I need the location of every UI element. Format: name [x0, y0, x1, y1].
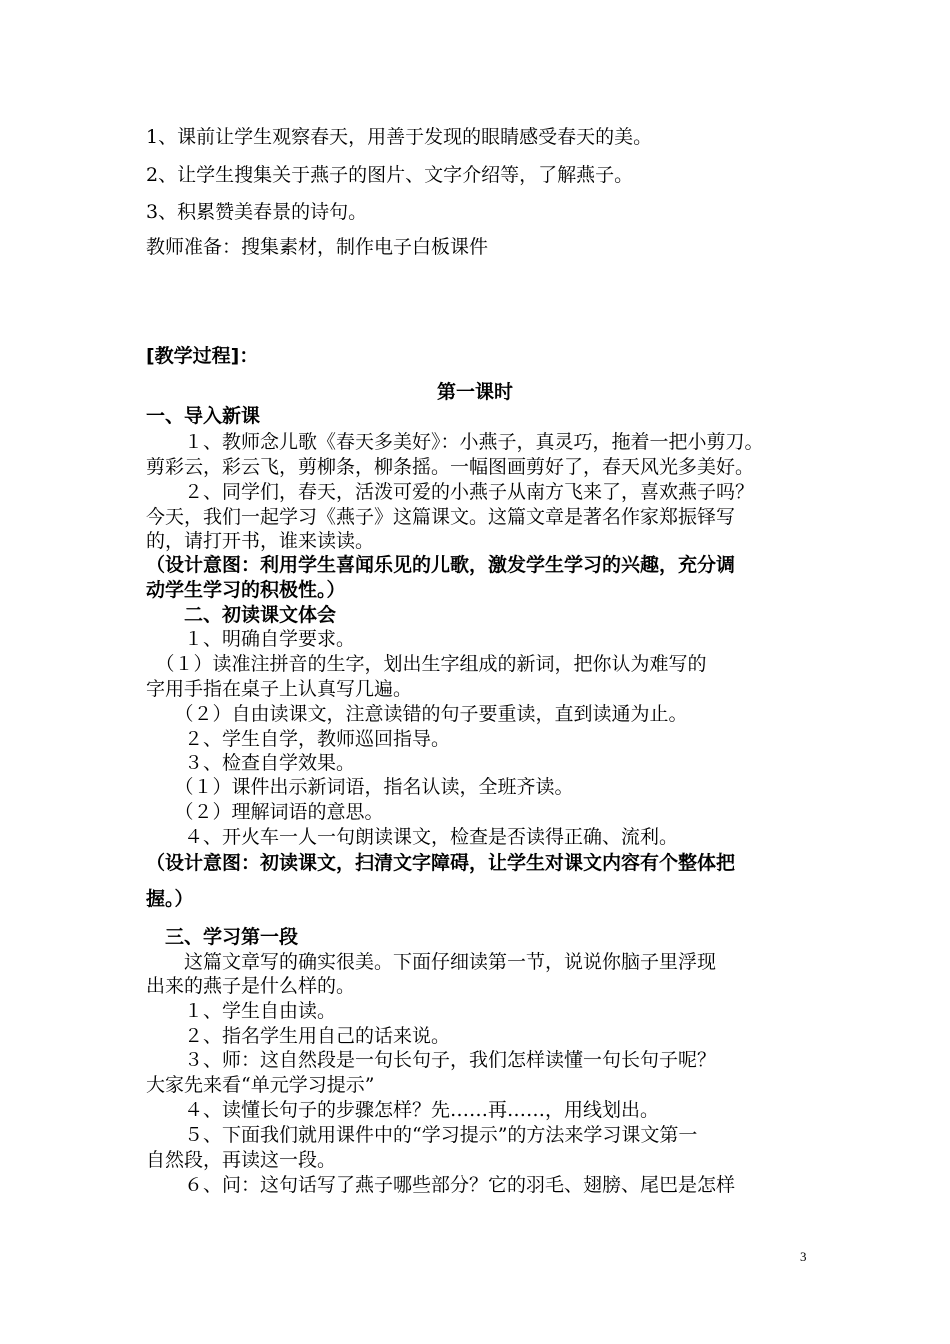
prep-item-2: 2、让学生搜集关于燕子的图片、文字介绍等，了解燕子。 — [146, 164, 634, 186]
paragraph-line: 的，请打开书，谁来读读。 — [146, 530, 375, 552]
page-number: 3 — [800, 1249, 807, 1264]
paragraph-line: 这篇文章写的确实很美。下面仔细读第一节，说说你脑子里浮现 — [146, 951, 717, 973]
paragraph-line: （１）课件出示新词语，指名认读，全班齐读。 — [146, 776, 574, 798]
design-intent-2-cont: 握。） — [146, 888, 194, 910]
paragraph-line: ２、同学们，春天，活泼可爱的小燕子从南方飞来了，喜欢燕子吗？ — [146, 481, 755, 503]
paragraph-line: 自然段，再读这一段。 — [146, 1149, 337, 1171]
paragraph-line: ３、师：这自然段是一句长句子，我们怎样读懂一句长句子呢？ — [146, 1049, 717, 1071]
paragraph-line: ６、问：这句话写了燕子哪些部分？它的羽毛、翅膀、尾巴是怎样 — [146, 1174, 736, 1196]
paragraph-line: 出来的燕子是什么样的。 — [146, 975, 356, 997]
paragraph-line: １、明确自学要求。 — [146, 628, 356, 650]
paragraph-line: （１）读准注拼音的生字，划出生字组成的新词，把你认为难写的 — [146, 653, 707, 675]
paragraph-line: （２）自由读课文，注意读错的句子要重读，直到读通为止。 — [146, 703, 688, 725]
section-heading-1: 一、导入新课 — [146, 405, 261, 427]
prep-item-3: 3、积累赞美春景的诗句。 — [146, 201, 368, 223]
paragraph-line: 剪彩云，彩云飞，剪柳条，柳条摇。一幅图画剪好了，春天风光多美好。 — [146, 456, 755, 478]
design-intent-1-cont: 动学生学习的积极性。） — [146, 579, 346, 601]
paragraph-line: ２、学生自学，教师巡回指导。 — [146, 728, 451, 750]
teacher-prep: 教师准备：搜集素材，制作电子白板课件 — [146, 236, 489, 258]
prep-item-1: 1、课前让学生观察春天，用善于发现的眼睛感受春天的美。 — [146, 126, 653, 148]
paragraph-line: ４、读懂长句子的步骤怎样？先……再……，用线划出。 — [146, 1099, 660, 1121]
paragraph-line: ５、下面我们就用课件中的“学习提示”的方法来学习课文第一 — [146, 1124, 698, 1146]
section-heading-2: 二、初读课文体会 — [146, 604, 337, 626]
paragraph-line: 今天，我们一起学习《燕子》这篇课文。这篇文章是著名作家郑振铎写 — [146, 506, 736, 528]
section-heading-3: 三、学习第一段 — [146, 926, 299, 948]
paragraph-line: 字用手指在桌子上认真写几遍。 — [146, 678, 413, 700]
paragraph-line: 大家先来看“单元学习提示” — [146, 1074, 375, 1096]
paragraph-line: ２、指名学生用自己的话来说。 — [146, 1025, 451, 1047]
paragraph-line: １、学生自由读。 — [146, 1000, 337, 1022]
paragraph-line: ３、检查自学效果。 — [146, 752, 356, 774]
paragraph-line: ４、开火车一人一句朗读课文，检查是否读得正确、流利。 — [146, 826, 679, 848]
paragraph-line: （２）理解词语的意思。 — [146, 801, 384, 823]
paragraph-line: １、教师念儿歌《春天多美好》：小燕子，真灵巧，拖着一把小剪刀。 — [146, 431, 764, 453]
lesson-title: 第一课时 — [436, 381, 513, 403]
design-intent-1: （设计意图：利用学生喜闻乐见的儿歌，激发学生学习的兴趣，充分调 — [146, 554, 736, 576]
design-intent-2: （设计意图：初读课文，扫清文字障碍，让学生对课文内容有个整体把 — [146, 852, 736, 874]
process-heading: [教学过程]： — [146, 345, 259, 367]
